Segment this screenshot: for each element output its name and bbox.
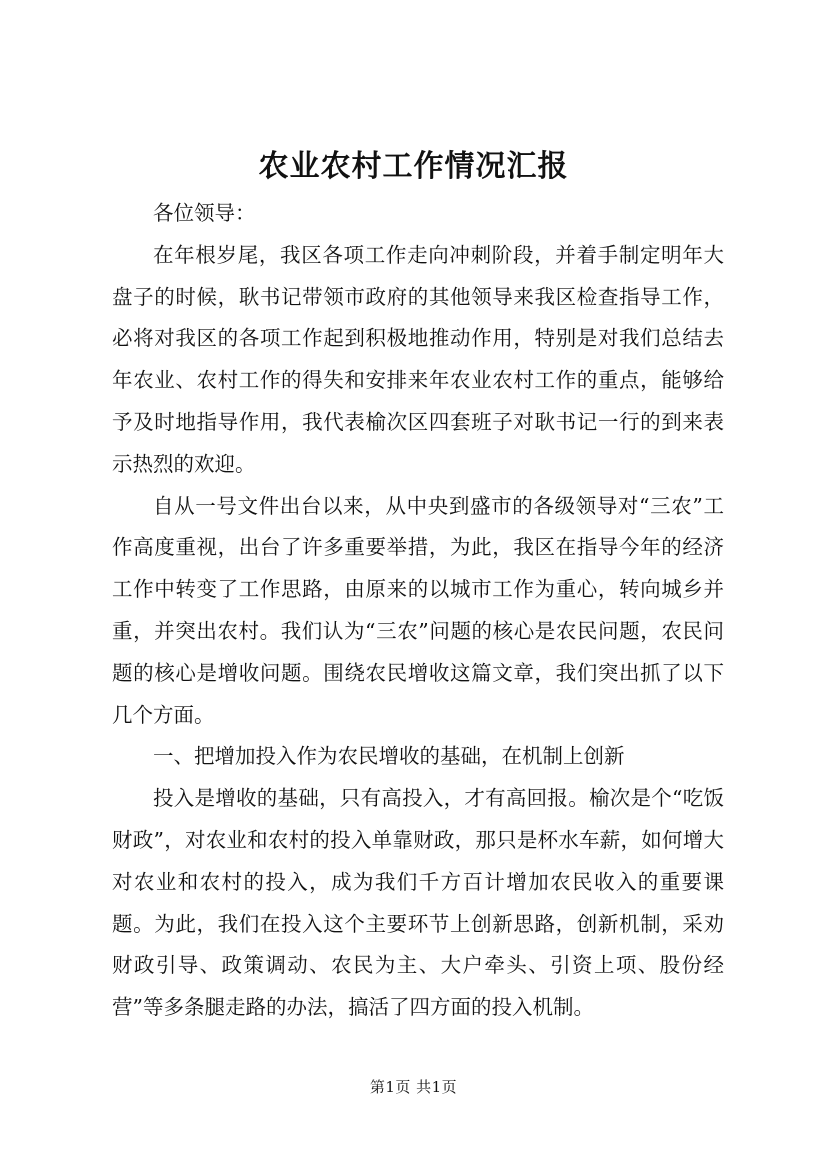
- background-paragraph: 自从一号文件出台以来，从中央到盛市的各级领导对“三农”工作高度重视，出台了许多重要举措，为此，我区在指导今年的经济工作中转变了工作思路，由原来的以城市工作为重心，转向城乡并重，并突出农村。我们认为“三农”问题的核心是农民问题，农民问题的核心是增收问题。围绕农民增收这篇文章，我们突出抓了以下几个方面。: [112, 493, 724, 727]
- salutation-paragraph: 各位领导：: [153, 201, 256, 225]
- section-heading: 一、把增加投入作为农民增收的基础，在机制上创新: [153, 744, 625, 769]
- document-body: [112, 193, 724, 1029]
- opening-paragraph: 在年根岁尾，我区各项工作走向冲刺阶段，并着手制定明年大盘子的时候，耿书记带领市政府的其他领导来我区检查指导工作，必将对我区的各项工作起到积极地推动作用，特别是对我们总结去年农业、农村工作的得失和安排来年农业农村工作的重点，能够给予及时地指导作用，我代表榆次区四套班子对耿书记一行的到来表示热烈的欢迎。: [112, 242, 724, 476]
- document-title: 农业农村工作情况汇报: [258, 149, 569, 184]
- page-footer: 第1页 共1页: [369, 1078, 458, 1096]
- investment-paragraph: 投入是增收的基础，只有高投入，才有高回报。榆次是个“吃饭财政”，对农业和农村的投入单靠财政，那只是杯水车薪，如何增大对农业和农村的投入，成为我们千方百计增加农民收入的重要课题。为此，我们在投入这个主要环节上创新思路，创新机制，采劝财政引导、政策调动、农民为主、大户牵头、引资上项、股份经营”等多条腿走路的办法，搞活了四方面的投入机制。: [112, 786, 724, 1020]
